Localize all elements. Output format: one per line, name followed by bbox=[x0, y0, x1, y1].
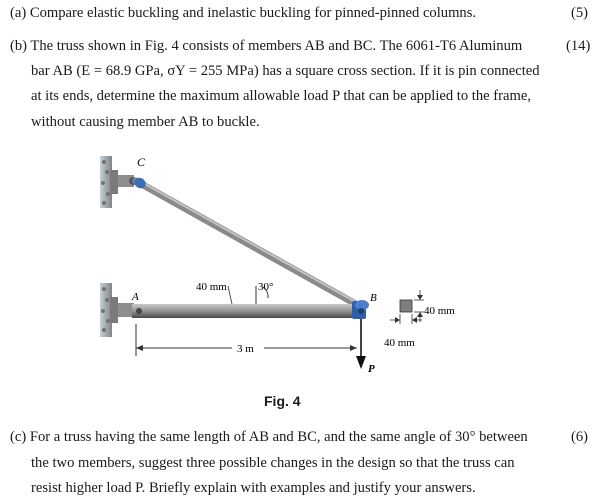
dim-40mm-right: 40 mm bbox=[424, 305, 455, 317]
label-b: B bbox=[370, 292, 377, 304]
wall-support-c bbox=[100, 156, 137, 208]
dim-3m-label: 3 m bbox=[237, 343, 254, 355]
part-c-marks: (6) bbox=[571, 429, 589, 445]
part-a-text: (a) Compare elastic buckling and inelastic buckling for pinned-pinned columns. bbox=[10, 5, 477, 21]
dim-40mm-bottom: 40 mm bbox=[384, 337, 415, 349]
part-c-line-2: the two members, suggest three possible changes in the design so that the truss can bbox=[31, 455, 515, 471]
part-b-line-4: without causing member AB to buckle. bbox=[31, 114, 260, 130]
member-ab bbox=[132, 304, 358, 318]
cross-section bbox=[390, 290, 424, 324]
part-c-line-3: resist higher load P. Briefly explain with examples and justify your answers. bbox=[31, 480, 476, 496]
part-a-marks: (5) bbox=[571, 5, 589, 21]
figure-caption: Fig. 4 bbox=[264, 393, 301, 409]
part-b-marks: (14) bbox=[566, 38, 591, 54]
angle-label: 30° bbox=[258, 281, 274, 293]
part-c-line-1: (c) For a truss having the same length of AB and BC, and the same angle of 30° between bbox=[10, 429, 528, 445]
dim-40mm-top: 40 mm bbox=[196, 281, 227, 293]
label-p: P bbox=[368, 363, 375, 375]
part-b-line-3: at its ends, determine the maximum allowable load P that can be applied to the frame, bbox=[31, 88, 531, 104]
member-bc bbox=[136, 181, 361, 307]
joint-b bbox=[352, 300, 369, 319]
label-c: C bbox=[137, 155, 146, 169]
label-a: A bbox=[132, 291, 139, 303]
part-b-line-1: (b) The truss shown in Fig. 4 consists of members AB and BC. The 6061-T6 Aluminum bbox=[10, 38, 523, 54]
wall-support-a bbox=[100, 283, 134, 337]
part-b-line-2: bar AB (E = 68.9 GPa, σY = 255 MPa) has a square cross section. If it is pin connected bbox=[31, 63, 540, 79]
